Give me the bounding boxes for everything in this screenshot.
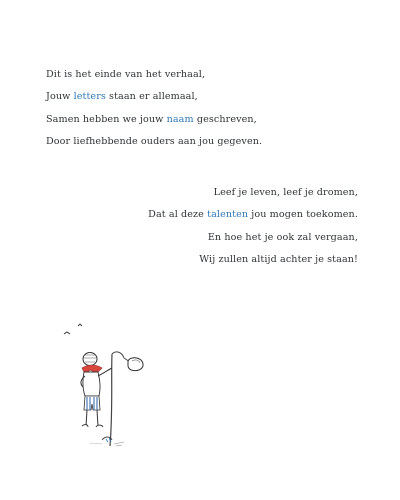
- poem-line: Leef je leven, leef je dromen,: [213, 187, 358, 198]
- poem-line: Samen hebben we jouw naam geschreven,: [46, 113, 257, 125]
- poem-line: Wij zullen altijd achter je staan!: [199, 254, 358, 266]
- poem-line: Jouw letters staan er allemaal,: [46, 91, 198, 103]
- poem-stanza-2: [148, 182, 358, 272]
- highlighted-word: talenten: [207, 209, 249, 221]
- highlighted-word: naam: [166, 113, 194, 125]
- highlighted-word: letters: [73, 91, 106, 103]
- poem-stanza-1: [46, 64, 262, 154]
- poem-line: En hoe het je ook zal vergaan,: [207, 231, 358, 243]
- poem-line: Dat al deze talenten jou mogen toekomen.: [148, 209, 358, 221]
- poem-line: Door liefhebbende ouders aan jou gegeven.: [46, 136, 263, 148]
- child-holding-pole-with-sack-icon: [50, 318, 170, 458]
- poem-line: Dit is het einde van het verhaal,: [46, 69, 206, 80]
